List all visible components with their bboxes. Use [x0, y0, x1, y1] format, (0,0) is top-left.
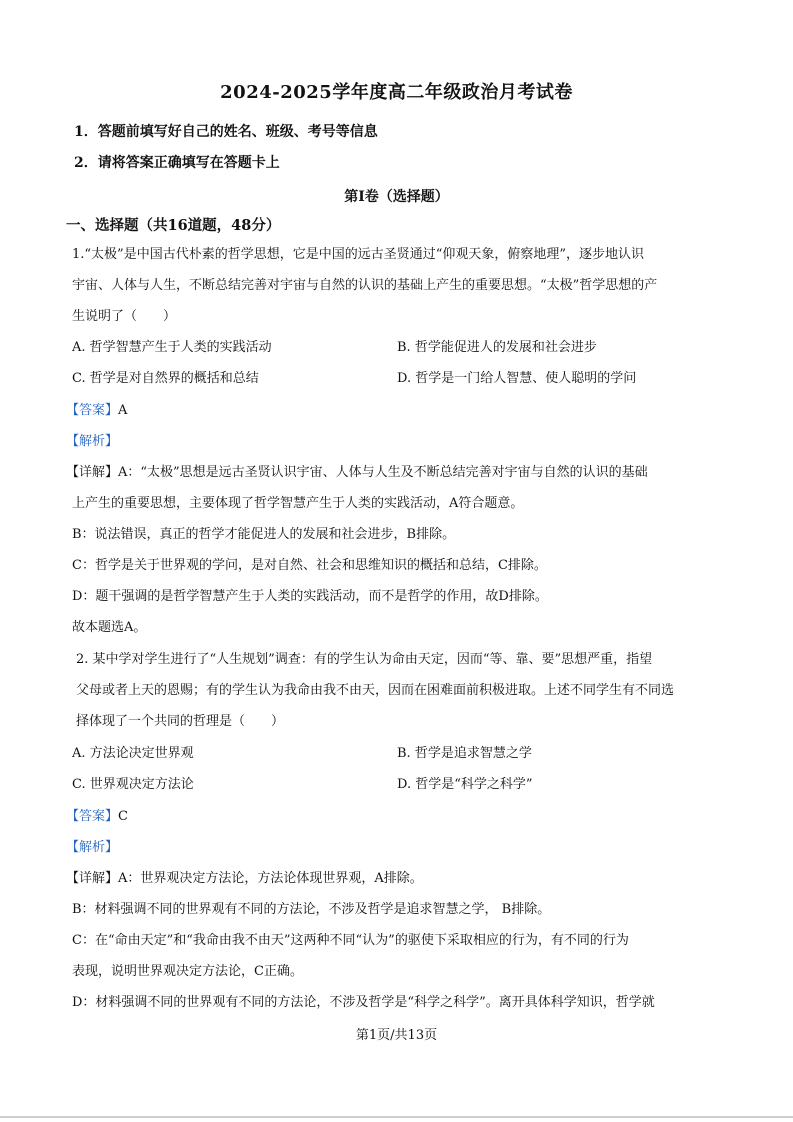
- q2-option-c: C. 世界观决定方法论: [72, 777, 194, 792]
- page-footer: 第1页/共13页: [355, 1028, 438, 1043]
- q1-option-b: B. 哲学能促进人的发展和社会进步: [397, 340, 597, 355]
- q1-answer: [66, 402, 127, 420]
- q2-stem-line-3: 择体现了一个共同的哲理是（ ）: [76, 714, 285, 729]
- page-bottom-divider: [0, 1116, 793, 1118]
- answer-tag: 【答案】: [66, 403, 119, 418]
- q1-option-a: A. 哲学智慧产生于人类的实践活动: [72, 340, 272, 355]
- q2-detail-line-3: C：在“命由天定”和“我命由我不由天”这两种不同“认为”的驱使下采取相应的行为，有不同的行为: [72, 933, 629, 948]
- q2-detail-line-5: D：材料强调不同的世界观有不同的方法论，不涉及哲学是“科学之科学”。离开具体科学知识，哲学就: [72, 995, 655, 1010]
- q2-answer: [66, 808, 128, 826]
- section-title: 第Ⅰ卷（选择题）: [344, 189, 449, 205]
- instruction-1: 1．答题前填写好自己的姓名、班级、考号等信息: [74, 124, 378, 140]
- q1-detail-line-2: 上产生的重要思想，主要体现了哲学智慧产生于人类的实践活动，A符合题意。: [72, 496, 524, 511]
- q1-stem-line-3: 生说明了（ ）: [72, 309, 177, 324]
- q1-detail-line-6: 故本题选A。: [72, 620, 147, 635]
- exam-title: 2024-2025学年度高二年级政治月考试卷: [220, 82, 573, 103]
- q1-detail-line-4: C：哲学是关于世界观的学问，是对自然、社会和思维知识的概括和总结，C排除。: [72, 558, 547, 573]
- q1-option-c: C. 哲学是对自然界的概括和总结: [72, 371, 259, 386]
- answer-value: A: [118, 403, 128, 418]
- answer-tag: 【答案】: [66, 809, 119, 824]
- q2-stem-line-1: 2. 某中学对学生进行了“人生规划”调查：有的学生认为命由天定，因而“等、靠、要”思想严重，指望: [76, 652, 653, 667]
- q2-detail-line-4: 表现，说明世界观决定方法论，C正确。: [72, 964, 303, 979]
- q1-detail-line-5: D：题干强调的是哲学智慧产生于人类的实践活动，而不是哲学的作用，故D排除。: [72, 589, 548, 604]
- q2-option-d: D. 哲学是“科学之科学”: [397, 777, 533, 792]
- q1-stem-line-2: 宇宙、人体与人生，不断总结完善对宇宙与自然的认识的基础上产生的重要思想。“太极”哲学思想的产: [72, 278, 658, 293]
- q2-stem-line-2: 父母或者上天的恩赐；有的学生认为我命由我不由天，因而在困难面前积极进取。上述不同学生有不同选: [76, 683, 675, 698]
- q2-option-b: B. 哲学是追求智慧之学: [397, 746, 532, 761]
- q1-detail-line-1: 【详解】A：“太极”思想是远古圣贤认识宇宙、人体与人生及不断总结完善对宇宙与自然的认识的基础: [66, 465, 648, 480]
- q1-detail-line-3: B：说法错误，真正的哲学才能促进人的发展和社会进步，B排除。: [72, 527, 456, 542]
- q1-option-d: D. 哲学是一门给人智慧、使人聪明的学问: [397, 371, 637, 386]
- part-heading: 一、选择题（共16道题，48分）: [66, 217, 281, 234]
- answer-value: C: [118, 809, 128, 824]
- q1-analysis-tag: 【解析】: [66, 434, 119, 449]
- q2-option-a: A. 方法论决定世界观: [72, 746, 194, 761]
- q2-detail-line-1: 【详解】A：世界观决定方法论，方法论体现世界观，A排除。: [66, 871, 423, 886]
- q2-analysis-tag: 【解析】: [66, 840, 119, 855]
- q2-detail-line-2: B：材料强调不同的世界观有不同的方法论，不涉及哲学是追求智慧之学， B排除。: [72, 902, 551, 917]
- q1-stem-line-1: 1.“太极”是中国古代朴素的哲学思想，它是中国的远古圣贤通过“仰观天象，俯察地理”，逐步地认识: [72, 247, 644, 262]
- instruction-2: 2．请将答案正确填写在答题卡上: [74, 155, 280, 171]
